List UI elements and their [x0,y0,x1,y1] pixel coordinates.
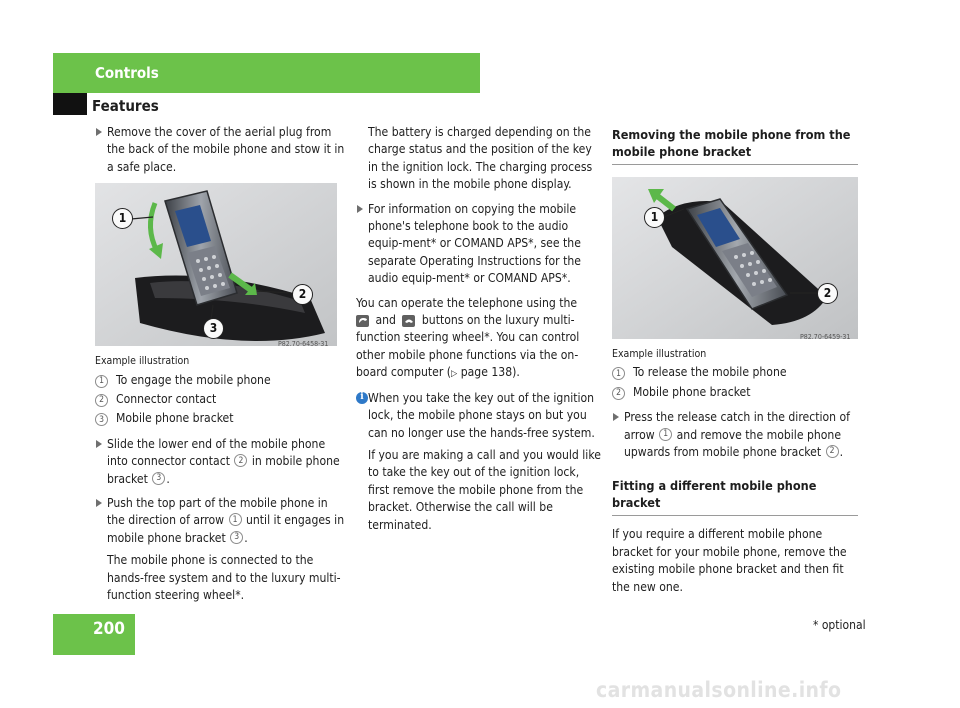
bullet-arrow-icon [96,128,102,136]
subsection-title: Features [92,97,159,115]
figure-release-phone [612,177,858,339]
phone-send-icon [356,315,369,327]
figure-caption: Example illustration [612,348,707,360]
bullet-arrow-icon [613,413,619,421]
callout-2: 2 [817,283,838,304]
callout-1: 1 [644,207,665,228]
instruction-step: For information on copying the mobile phone's telephone book to the audio equip-ment* or COMAND APS*, see the separate Operating Instructions for the audio equip-ment* or COMAND APS*. [356,201,602,288]
legend-item: 3 Mobile phone bracket [95,410,345,427]
instruction-step: Remove the cover of the aerial plug from the back of the mobile phone and stow it in a safe place. [95,124,345,176]
body-paragraph: You can operate the telephone using the and buttons on the luxury multi-function steering wheel*. You can control other mobile phone functions via the on-board computer (▷ page 138). [356,295,580,380]
watermark: carmanualsonline.info [596,678,842,702]
figure-caption: Example illustration [95,355,190,368]
figure-code: P82.70-6459-31 [800,333,851,339]
subsection-marker [53,93,87,115]
section-heading: Removing the mobile phone from the mobile phone bracket [612,126,858,165]
legend-item: 2 Mobile phone bracket [612,384,858,401]
body-paragraph: The mobile phone is connected to the hands-free system and to the luxury multi-function steering wheel*. [107,553,341,603]
middle-column [356,124,602,534]
footnote: * optional [813,618,866,632]
body-paragraph: The battery is charged depending on the charge status and the position of the key in the ignition lock. The charging process is shown in the mobile phone display. [368,125,593,192]
bullet-arrow-icon [357,205,363,213]
section-heading: Fitting a different mobile phone bracket [612,477,858,516]
callout-1: 1 [112,208,133,229]
figure-code: P82.70-6458-31 [278,340,329,347]
info-note [356,390,602,534]
left-column [95,124,345,611]
legend-item: 2 Connector contact [95,391,345,408]
page-number: 200 [93,619,125,639]
bullet-arrow-icon [96,440,102,448]
info-paragraph: When you take the key out of the ignition lock, the mobile phone stays on but you can no longer use the hands-free system. [368,390,595,440]
figure-engage-phone [95,183,337,346]
callout-3: 3 [203,318,224,339]
bullet-arrow-icon [96,499,102,507]
callout-2: 2 [292,284,313,305]
legend-item: 1 To release the mobile phone [612,364,858,381]
phone-end-icon [402,315,415,327]
body-paragraph: If you require a different mobile phone bracket for your mobile phone, remove the existing mobile phone bracket and then fit the new one. [612,527,847,594]
page-ref-arrow-icon: ▷ [451,369,458,380]
instruction-step: Press the release catch in the direction of arrow 1 and remove the mobile phone upwards from mobile phone bracket 2 . [612,409,858,461]
instruction-step: Slide the lower end of the mobile phone into connector contact 2 in mobile phone bracket 3 . [95,436,345,488]
instruction-step: Push the top part of the mobile phone in the direction of arrow 1 until it engages in mobile phone bracket 3 . [95,495,345,547]
legend-item: 1 To engage the mobile phone [95,372,345,389]
right-column [612,126,858,596]
info-paragraph: If you are making a call and you would like to take the key out of the ignition lock, first remove the mobile phone from the bracket. Otherwise the call will be terminated. [368,447,601,532]
phone-removal-illustration [612,177,858,339]
info-icon: i [356,392,368,404]
section-title: Controls [95,64,159,82]
